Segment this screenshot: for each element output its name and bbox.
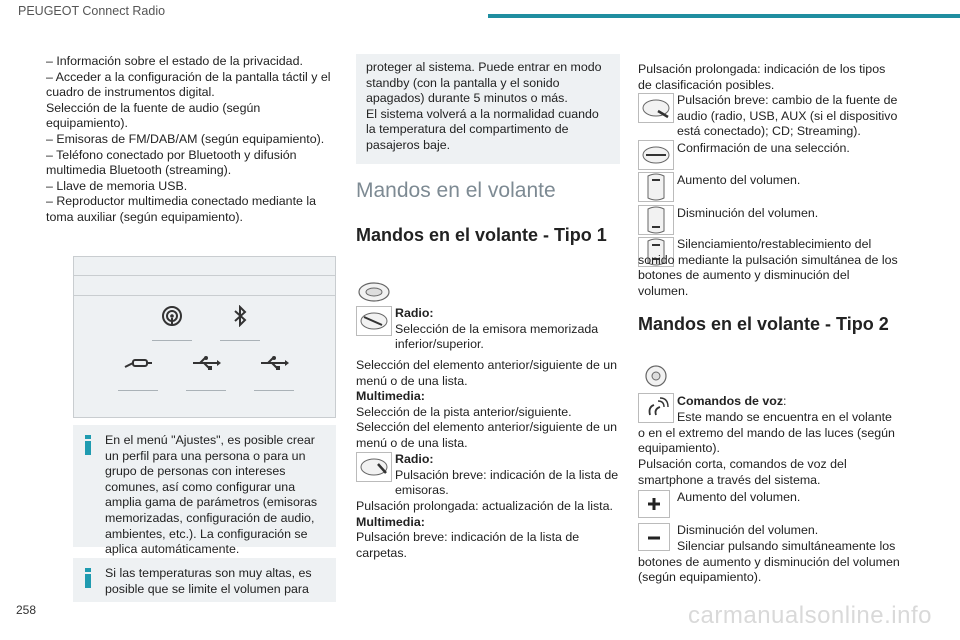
subsection-title: Mandos en el volante - Tipo 1 bbox=[356, 225, 607, 245]
text-line: Pulsación prolongada: indicación de los tipos de clasificación posibles. bbox=[638, 62, 886, 92]
text-line: Pulsación prolongada: actualización de la lista. bbox=[356, 499, 613, 513]
steering-control-icon bbox=[638, 172, 674, 200]
steering-control-icon bbox=[356, 280, 392, 308]
source-selection-screen bbox=[73, 256, 336, 418]
text-line: Selección de la fuente de audio (según equipamiento). bbox=[46, 100, 261, 131]
vol-up-text: Aumento del volumen. bbox=[677, 173, 801, 187]
bluetooth-icon bbox=[220, 305, 260, 335]
steering-control-icon bbox=[356, 306, 392, 334]
text-line: Selección del elemento anterior/siguiente de un menú o de una lista. bbox=[356, 420, 618, 450]
continued-note bbox=[356, 54, 620, 164]
control-description bbox=[356, 358, 622, 452]
control-description bbox=[677, 93, 901, 140]
voice-label: Comandos de voz bbox=[677, 394, 784, 408]
steering-control-icon bbox=[638, 140, 674, 168]
mute2-text: Silenciar pulsando simultáneamente los botones de aumento y disminución del volumen (según equipamiento). bbox=[638, 539, 900, 585]
voice-text: Este mando se encuentra en el volante o en el extremo del mando de las luces (según equipamiento). bbox=[638, 410, 895, 456]
steering-control-icon bbox=[638, 205, 674, 233]
column-1 bbox=[46, 54, 338, 226]
text-line: Pulsación breve: indicación de la lista de emisoras. bbox=[395, 467, 619, 498]
usb-icon bbox=[186, 355, 226, 385]
info-icon bbox=[85, 568, 91, 588]
info-icon bbox=[85, 435, 91, 455]
wifi-icon bbox=[152, 305, 192, 335]
note-text: En el menú "Ajustes", es posible crear un perfil para una persona o para un grupo de personas con intereses comunes, así como configurar una amplia gama de parámetros (emisoras memorizadas, configuración de audio, ambientes, etc.). La configuración se aplica automáticamente. bbox=[105, 433, 318, 557]
voice-text: Pulsación corta, comandos de voz del smartphone a través del sistema. bbox=[638, 457, 847, 487]
control-description bbox=[395, 452, 621, 499]
radio-label: Radio: bbox=[395, 306, 434, 320]
info-note bbox=[73, 425, 336, 557]
text-line: – Información sobre el estado de la privacidad. bbox=[46, 54, 303, 68]
text-line: – Acceder a la configuración de la pantalla táctil y el cuadro de instrumentos digital. bbox=[46, 69, 331, 100]
text-line: Pulsación breve: indicación de la lista de carpetas. bbox=[356, 530, 580, 560]
running-header: PEUGEOT Connect Radio bbox=[18, 4, 166, 18]
text-line: – Reproductor multimedia conectado mediante la toma auxiliar (según equipamiento). bbox=[46, 194, 316, 224]
multimedia-label: Multimedia: bbox=[356, 389, 425, 404]
page-number: 258 bbox=[16, 603, 37, 617]
minus-text: Disminución del volumen. bbox=[677, 523, 819, 537]
radio-label: Radio: bbox=[395, 452, 434, 466]
text-line: Pulsación breve: cambio de la fuente de audio (radio, USB, AUX (si el dispositivo está conectado); CD; Streaming). bbox=[677, 93, 898, 139]
section-title: Mandos en el volante bbox=[356, 179, 556, 202]
control-description bbox=[395, 306, 621, 353]
usb-icon bbox=[254, 355, 294, 385]
text-line: Selección del elemento anterior/siguiente de un menú o de una lista. bbox=[356, 358, 618, 388]
control-description bbox=[356, 499, 622, 561]
confirm-text: Confirmación de una selección. bbox=[677, 141, 850, 155]
header-accent-bar bbox=[488, 14, 960, 18]
steering-control-icon bbox=[356, 452, 392, 480]
divider bbox=[74, 275, 335, 276]
plus-icon bbox=[638, 490, 670, 518]
plus-text: Aumento del volumen. bbox=[677, 490, 801, 504]
text-line: – Teléfono conectado por Bluetooth y difusión multimedia Bluetooth (streaming). bbox=[46, 147, 297, 178]
subsection-title: Mandos en el volante - Tipo 2 bbox=[638, 314, 889, 334]
text-line: – Llave de memoria USB. bbox=[46, 178, 188, 193]
control-description: Comandos de voz: bbox=[677, 394, 787, 408]
info-note bbox=[73, 558, 336, 602]
multimedia-label: Multimedia: bbox=[356, 514, 425, 529]
aux-jack-icon bbox=[118, 355, 158, 385]
note-text: El sistema volverá a la normalidad cuando la temperatura del compartimento de pasajeros baje. bbox=[366, 106, 599, 152]
text-line: – Emisoras de FM/DAB/AM (según equipamiento). bbox=[46, 131, 325, 146]
vol-down-text: Disminución del volumen. bbox=[677, 206, 819, 220]
radio-text: Selección de la emisora memorizada inferior/superior. bbox=[395, 321, 599, 352]
steering-wheel-icon bbox=[638, 364, 674, 392]
note-text: Si las temperaturas son muy altas, es posible que se limite el volumen para bbox=[105, 566, 312, 596]
control-description bbox=[638, 62, 900, 93]
divider bbox=[74, 295, 335, 296]
mute-text: Silenciamiento/restablecimiento del sonido mediante la pulsación simultánea de los botones de aumento y disminución del volumen. bbox=[638, 237, 898, 298]
steering-control-icon bbox=[638, 93, 674, 121]
watermark: carmanualsonline.info bbox=[688, 602, 932, 629]
note-text: proteger al sistema. Puede entrar en modo standby (con la pantalla y el sonido apagados) durante 5 minutos o más. bbox=[366, 60, 602, 106]
text-line: Selección de la pista anterior/siguiente. bbox=[356, 404, 572, 419]
